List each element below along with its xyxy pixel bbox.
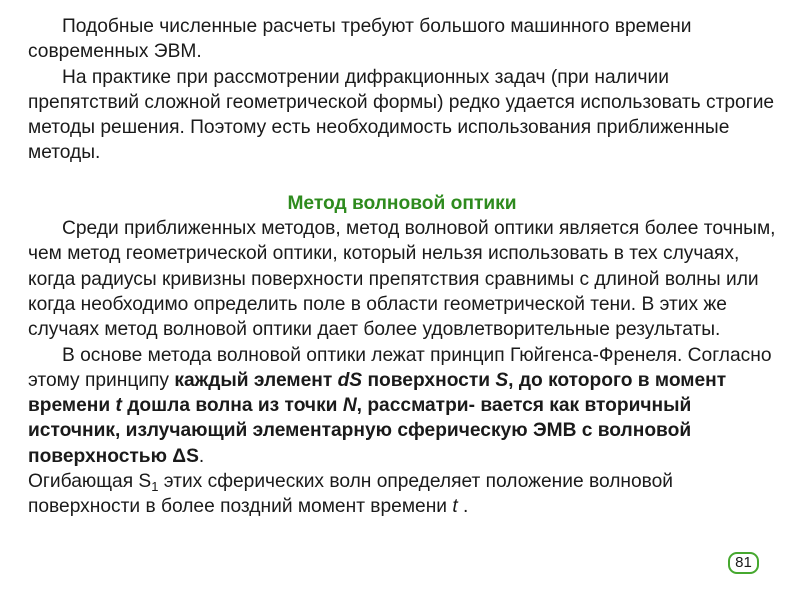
paragraph-computation-time: Подобные численные расчеты требуют большого машинного времени современных ЭВМ. xyxy=(28,16,692,63)
variable-ds: dS xyxy=(337,369,363,391)
paragraph-wave-optics: Среди приближенных методов, метод волновой оптики является более точным, чем метод геометрической оптики, который нельзя использовать в тех случаях, когда радиусы кривизны поверхности препятствия сравнимы с длиной волны или когда необходимо определить поле в области геометрической тени. В этих же случаях метод волновой оптики дает более удовлетворительные результаты. xyxy=(28,218,776,341)
text-run: В основе метода волновой оптики лежат принцип Гюйгенса-Френеля. Согласно этому принципу xyxy=(28,344,772,391)
text-run: . xyxy=(457,496,469,518)
section-heading: Метод волновой оптики xyxy=(287,192,517,214)
paragraph-huygens-fresnel xyxy=(28,343,776,520)
spacer xyxy=(28,166,776,191)
bold-run: , до которого в момент времени xyxy=(28,369,727,417)
bold-run: дошла волна из точки xyxy=(121,395,343,417)
slide-text xyxy=(28,14,776,520)
variable-s: S xyxy=(495,369,509,391)
text-run: Огибающая S xyxy=(28,471,152,493)
bold-run: каждый элемент xyxy=(174,369,338,391)
bold-run: , рассматри- вается как вторичный источник, излучающий элементарную сферическую ЭМВ с волновой поверхностью ΔS xyxy=(28,395,692,467)
page-number-badge: 81 xyxy=(728,552,759,574)
variable-t: t xyxy=(115,395,122,417)
bold-run: поверхности xyxy=(362,369,496,391)
text-run: . xyxy=(198,445,205,467)
variable-t-italic: t xyxy=(452,496,458,518)
paragraph-approximate-methods: На практике при рассмотрении дифракционных задач (при наличии препятствий сложной геометрической формы) редко удается использовать строгие методы решения. Поэтому есть необходимость использования приближенные методы. xyxy=(28,66,775,164)
variable-n: N xyxy=(342,395,357,417)
text-run: этих сферических волн определяет положение волновой поверхности в более поздний момент времени xyxy=(28,471,674,518)
subscript-1: 1 xyxy=(151,479,159,495)
